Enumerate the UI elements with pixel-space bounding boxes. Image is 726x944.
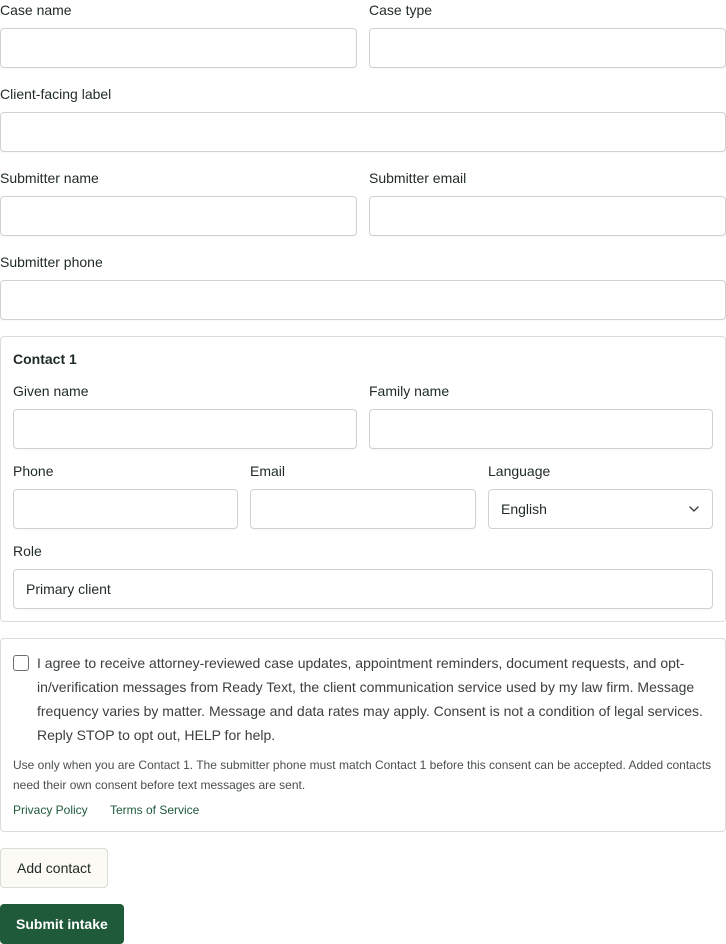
submitter-phone-input[interactable] [0,280,726,320]
language-select-value: English [501,501,547,517]
language-label: Language [488,463,551,479]
add-contact-button[interactable]: Add contact [0,848,108,888]
submitter-name-label: Submitter name [0,170,99,186]
email-label: Email [250,463,286,479]
given-name-label: Given name [13,383,89,399]
consent-text: I agree to receive attorney-reviewed case updates, appointment reminders, document requests, and opt-in/verification messages from Ready Text, the client communication service used by my law firm. Message frequency varies by matter. Message and data rates may apply. Consent is not a condition of legal services. Reply STOP to opt out, HELP for help. [37,655,703,743]
language-select[interactable] [488,489,713,529]
chevron-down-icon [688,503,700,515]
email-input[interactable] [250,489,476,529]
consent-checkbox[interactable] [13,655,29,671]
case-type-input[interactable] [369,28,726,68]
phone-input[interactable] [13,489,238,529]
terms-of-service-link[interactable]: Terms of Service [110,803,200,817]
submitter-name-input[interactable] [0,196,357,236]
submitter-email-input[interactable] [369,196,726,236]
submitter-email-label: Submitter email [369,170,467,186]
client-facing-label-label: Client-facing label [0,86,112,102]
consent-fine-print: Use only when you are Contact 1. The submitter phone must match Contact 1 before this consent can be accepted. Added contacts need their own consent before text messages are sent. [13,758,712,792]
case-name-label: Case name [0,2,72,18]
phone-label: Phone [13,463,54,479]
role-input[interactable] [13,569,713,609]
role-label: Role [13,543,42,559]
contact-title: Contact 1 [13,351,77,367]
family-name-input[interactable] [369,409,713,449]
submitter-phone-label: Submitter phone [0,254,103,270]
client-facing-label-input[interactable] [0,112,726,152]
case-type-label: Case type [369,2,433,18]
given-name-input[interactable] [13,409,357,449]
privacy-policy-link[interactable]: Privacy Policy [13,803,88,817]
case-name-input[interactable] [0,28,357,68]
submit-intake-button[interactable]: Submit intake [0,904,124,944]
family-name-label: Family name [369,383,450,399]
